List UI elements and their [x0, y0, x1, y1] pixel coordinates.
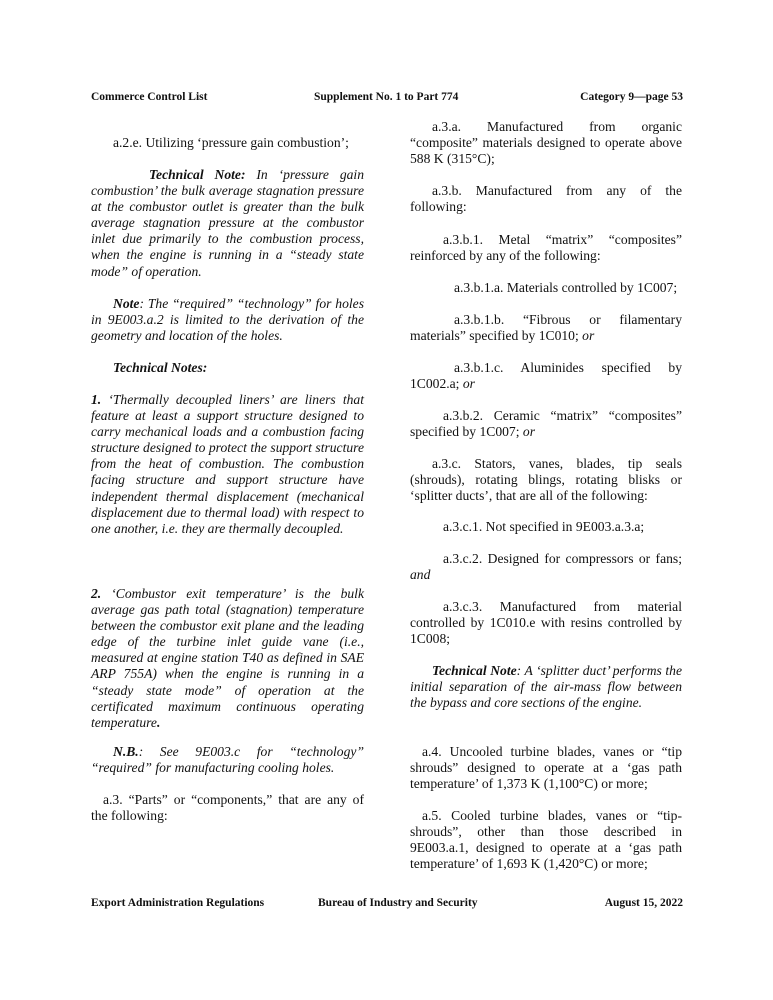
technical-note-text: In ‘pressure gain combustion’ the bulk average stagnation pressure at the combustor outlet is greater than the bulk average stagnation pressure at the combustor inlet due primarily to the combustion process, when the engine is running in a “steady state mode” of operation.	[91, 167, 364, 279]
para-a3c: a.3.c. Stators, vanes, blades, tip seals (shrouds), rotating blings, rotating blisks or ‘splitter ducts’, that are all of the following:	[410, 456, 682, 504]
para-a3b1: a.3.b.1. Metal “matrix” “composites” reinforced by any of the following:	[410, 232, 682, 264]
item-number: 2.	[91, 586, 102, 601]
conjunction: or	[522, 424, 535, 440]
para-a3b: a.3.b. Manufactured from any of the following:	[410, 183, 682, 215]
para-text: a.3.b.2. Ceramic “matrix” “composites” specified by 1C007;	[410, 408, 682, 440]
technical-notes-heading: Technical Notes:	[113, 360, 208, 375]
item-text: ‘Thermally decoupled liners’ are liners that feature at least a support structure designed to carry mechanical loads and a combustion facing structure designed to protect the support structure from the heat of combustion. The combustion facing structure and support structure have independent thermal displacement (mechanical displacement due to thermal load) with respect to one another, i.e. they are thermally decoupled.	[91, 392, 364, 536]
header-supplement: Supplement No. 1 to Part 774	[314, 91, 459, 103]
note-label: Note	[113, 296, 140, 311]
header-page-number: Category 9—page 53	[580, 91, 683, 103]
note-text: : The “required” “technology” for holes in 9E003.a.2 is limited to the derivation of the geometry and location of the holes.	[91, 296, 364, 344]
para-text: a.3.c.2. Designed for compressors or fans;	[443, 551, 682, 566]
technical-note-splitter-duct	[410, 663, 682, 711]
nb-text: : See 9E003.c for “technology” “required” for manufacturing cooling holes.	[91, 744, 364, 776]
item-text: ‘Combustor exit temperature’ is the bulk average gas path total (stagnation) temperature between the combustor exit plane and the leading edge of the turbine inlet guide vane (i.e., measured at engine station T40 as defined in SAE ARP 755A) when the engine is running in a “steady state mode” of operation at the certificated maximum continuous operating temperature	[91, 586, 364, 730]
para-a2e: a.2.e. Utilizing ‘pressure gain combustion’;	[113, 135, 349, 150]
para-a3c1: a.3.c.1. Not specified in 9E003.a.3.a;	[443, 519, 645, 534]
note-holes	[91, 296, 364, 344]
footer-date: August 15, 2022	[604, 897, 683, 909]
item-end: .	[156, 714, 161, 730]
para-a3b1c	[410, 360, 682, 392]
nb-cooling-holes	[91, 744, 364, 776]
para-a3b1b	[410, 312, 682, 344]
para-text: a.3.b.1.c. Aluminides specified by 1C002.a;	[410, 360, 682, 392]
technical-note-item-2	[91, 586, 364, 731]
technical-note-item-1	[91, 392, 364, 537]
para-a4: a.4. Uncooled turbine blades, vanes or “tip shrouds” designed to operate at a ‘gas path temperature’ of 1,373 K (1,100°C) or more;	[410, 744, 682, 792]
header-doc-title: Commerce Control List	[91, 91, 208, 103]
para-a3a: a.3.a. Manufactured from organic “composite” materials designed to operate above 588 K (315°C);	[410, 119, 682, 167]
para-a3c3: a.3.c.3. Manufactured from material controlled by 1C010.e with resins controlled by 1C008;	[410, 599, 682, 647]
conjunction: and	[410, 567, 431, 583]
para-a3b2	[410, 408, 682, 440]
para-a3b1a: a.3.b.1.a. Materials controlled by 1C007;	[454, 280, 678, 295]
footer-agency: Bureau of Industry and Security	[318, 897, 478, 909]
conjunction: or	[462, 376, 475, 392]
para-a3c2	[410, 551, 682, 583]
conjunction: or	[582, 328, 595, 344]
para-a5: a.5. Cooled turbine blades, vanes or “tip-shrouds”, other than those described in 9E003.a.1, designed to operate at a ‘gas path temperature’ of 1,693 K (1,420°C) or more;	[410, 808, 682, 872]
nb-label: N.B.	[113, 744, 139, 759]
para-a3: a.3. “Parts” or “components,” that are any of the following:	[91, 792, 364, 824]
technical-note-pressure-gain	[91, 167, 364, 280]
footer-regulations: Export Administration Regulations	[91, 897, 265, 909]
technical-note-label: Technical Note:	[149, 167, 246, 182]
item-number: 1.	[91, 392, 102, 407]
technical-note-label: Technical Note	[432, 663, 517, 678]
technical-note-text: : A ‘splitter duct’ performs the initial separation of the air-mass flow between the bypass and core sections of the engine.	[410, 663, 682, 711]
para-text: a.3.b.1.b. “Fibrous or filamentary materials” specified by 1C010;	[410, 312, 682, 344]
